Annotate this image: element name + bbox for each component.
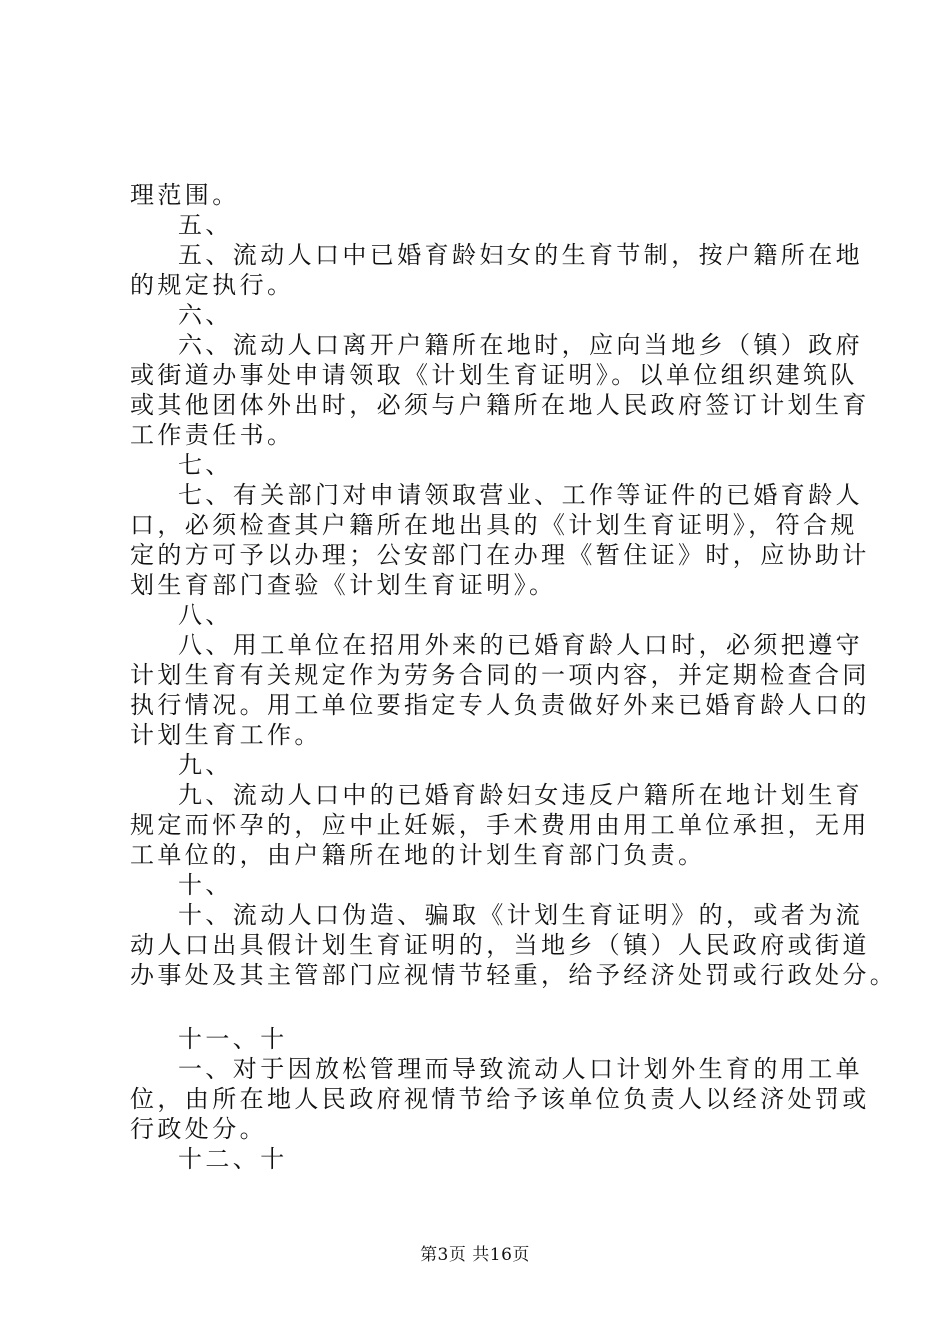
section-heading: 七、 xyxy=(178,451,233,479)
page-footer: 第3页 共16页 xyxy=(420,1245,530,1265)
text-line: 执行情况。用工单位要指定专人负责做好外来已婚育龄人口的 xyxy=(130,691,870,719)
section-heading: 十二、十 xyxy=(178,1145,288,1173)
text-line: 或街道办事处申请领取《计划生育证明》。以单位组织建筑队 xyxy=(130,361,858,389)
text-line: 工作责任书。 xyxy=(130,421,295,449)
text-line: 的规定执行。 xyxy=(130,271,295,299)
text-line: 定的方可予以办理；公安部门在办理《暂住证》时，应协助计 xyxy=(130,541,870,569)
text-line: 口，必须检查其户籍所在地出具的《计划生育证明》，符合规 xyxy=(130,511,858,539)
section-heading: 八、 xyxy=(178,601,233,629)
section-heading: 六、 xyxy=(178,301,233,329)
text-line: 动人口出具假计划生育证明的，当地乡（镇）人民政府或街道 xyxy=(130,931,870,959)
text-line: 八、用工单位在招用外来的已婚育龄人口时，必须把遵守 xyxy=(178,631,863,659)
text-line: 十、流动人口伪造、骗取《计划生育证明》的，或者为流 xyxy=(178,901,863,929)
text-line: 办事处及其主管部门应视情节轻重，给予经济处罚或行政处分。 xyxy=(130,961,898,989)
text-line: 六、流动人口离开户籍所在地时，应向当地乡（镇）政府 xyxy=(178,331,863,359)
text-line: 一、对于因放松管理而导致流动人口计划外生育的用工单 xyxy=(178,1055,863,1083)
text-line: 规定而怀孕的，应中止妊娠，手术费用由用工单位承担，无用 xyxy=(130,811,870,839)
section-heading: 九、 xyxy=(178,751,233,779)
text-line: 位，由所在地人民政府视情节给予该单位负责人以经济处罚或 xyxy=(130,1085,870,1113)
text-line: 九、流动人口中的已婚育龄妇女违反户籍所在地计划生育 xyxy=(178,781,863,809)
text-line: 五、流动人口中已婚育龄妇女的生育节制，按户籍所在地 xyxy=(178,241,863,269)
section-heading: 十、 xyxy=(178,871,233,899)
text-line: 行政处分。 xyxy=(130,1115,267,1143)
section-heading: 十一、十 xyxy=(178,1025,288,1053)
text-line: 划生育部门查验《计划生育证明》。 xyxy=(130,571,557,599)
text-line: 七、有关部门对申请领取营业、工作等证件的已婚育龄人 xyxy=(178,481,863,509)
text-line: 工单位的，由户籍所在地的计划生育部门负责。 xyxy=(130,841,706,869)
section-heading: 五、 xyxy=(178,211,233,239)
text-line: 计划生育工作。 xyxy=(130,721,322,749)
text-line: 计划生育有关规定作为劳务合同的一项内容，并定期检查合同 xyxy=(130,661,870,689)
text-line: 或其他团体外出时，必须与户籍所在地人民政府签订计划生育 xyxy=(130,391,870,419)
text-line: 理范围。 xyxy=(130,181,240,209)
